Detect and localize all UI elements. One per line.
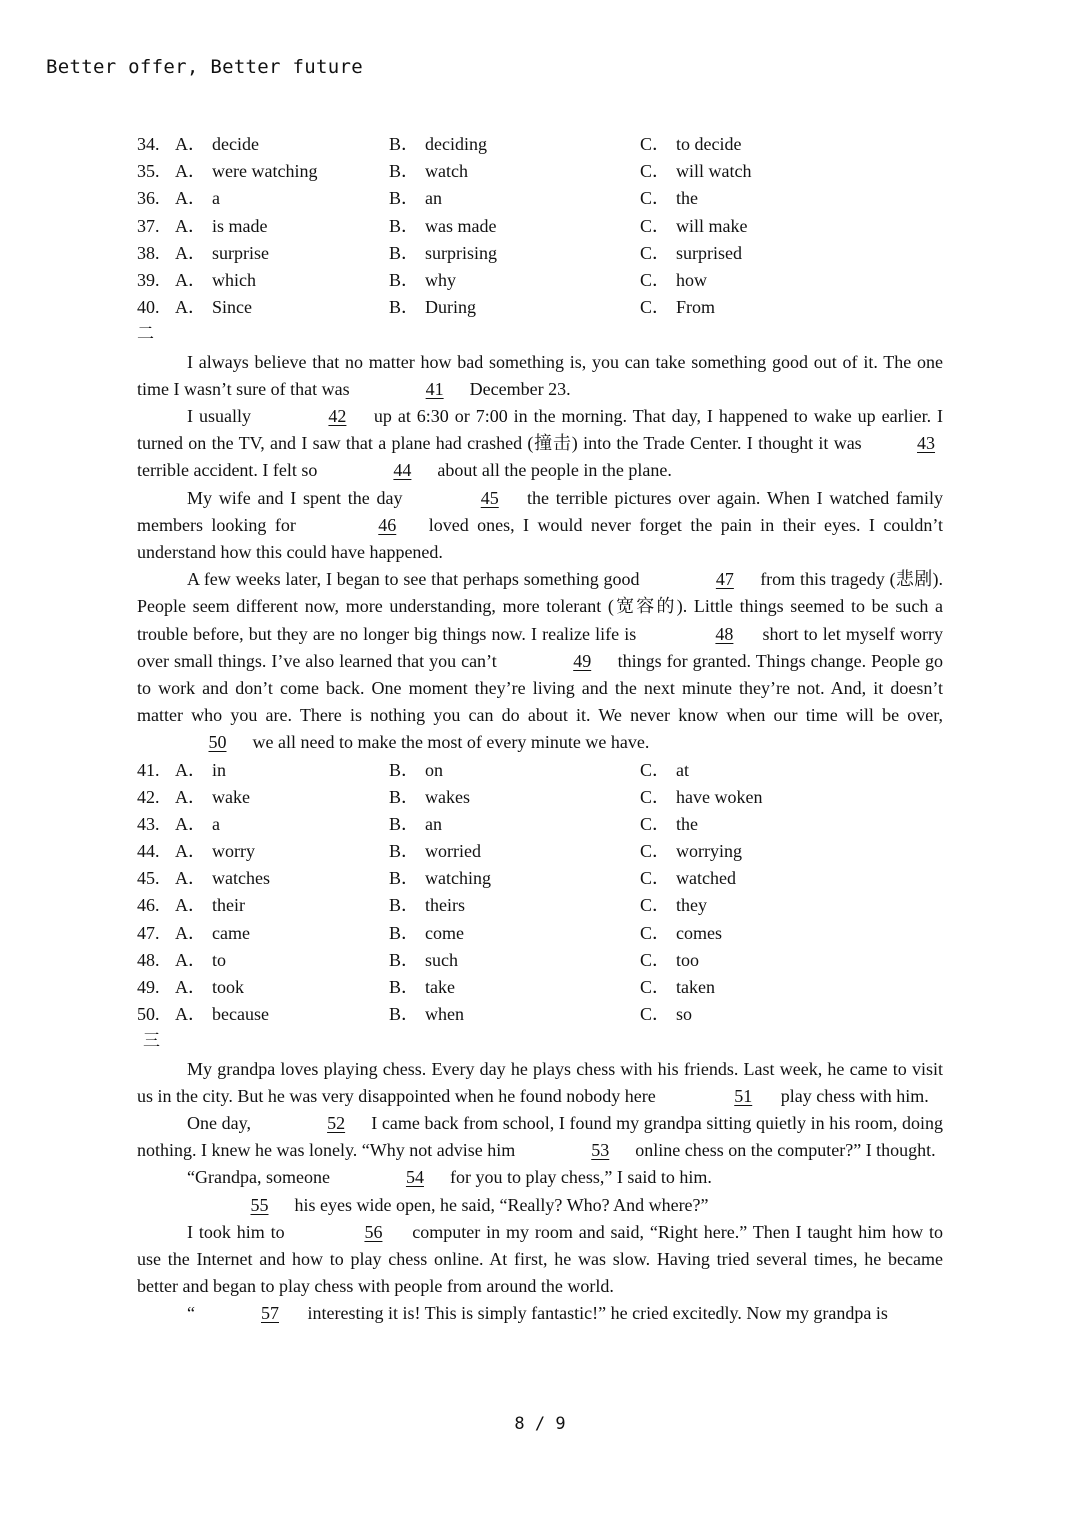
option-c (640, 838, 840, 865)
blank-42: 42 (328, 405, 347, 426)
blank-54: 54 (405, 1167, 424, 1188)
question-number: 50. (137, 1004, 160, 1025)
option-c (640, 294, 840, 321)
option-letter: A． (175, 813, 206, 834)
option-text: so (676, 1004, 693, 1025)
option-text: worrying (676, 841, 743, 862)
blank-47: 47 (715, 569, 734, 590)
option-b (389, 294, 640, 321)
option-text: which (212, 269, 256, 290)
blank-49: 49 (573, 650, 592, 671)
passage-2-paragraph-1: I always believe that no matter how bad something is, you can take something good out of it. The one time I wasn’t sure of that was 41 December 23. (137, 349, 943, 403)
passage-2-paragraph-3: My wife and I spent the day 45 the terrible pictures over again. When I watched family members looking for 46 loved ones, I would never forget the pain in their eyes. I couldn’t understand how this could have happened. (137, 485, 943, 567)
option-text: wakes (425, 786, 470, 807)
option-text: Since (212, 297, 252, 318)
passage-3-paragraph-6: “ 57 interesting it is! This is simply fantastic!” he cried excitedly. Now my grandpa is (137, 1300, 943, 1327)
option-text: surprising (425, 242, 498, 263)
option-c (640, 865, 840, 892)
option-text: how (676, 269, 708, 290)
option-c (640, 947, 840, 974)
question-number: 37. (137, 215, 160, 236)
passage-2-paragraph-4: A few weeks later, I began to see that perhaps something good 47 from this tragedy (悲剧). People seem different now, more understanding, more tolerant (宽容的). Little things seemed to be such a trouble before, but they are no longer big things now. I realize life is 48 short to let myself worry over small things. I’ve also learned that you can’t 49 things for granted. Things change. People go to work and don’t come back. One moment they’re living and the next minute they’re not. And, it doesn’t matter who you are. There is nothing you can do about it. We never know when our time will be over, 50 we all need to make the most of every minute we have. (137, 566, 943, 756)
option-letter: C． (640, 977, 671, 998)
option-row (137, 240, 943, 267)
option-a (175, 784, 389, 811)
blank-56: 56 (364, 1221, 383, 1242)
section-marker-2: 二 (137, 324, 154, 345)
option-letter: A． (175, 977, 206, 998)
option-letter: C． (640, 269, 671, 290)
page-content (137, 131, 943, 1328)
question-number: 49. (137, 977, 160, 998)
option-text: surprise (212, 242, 269, 263)
option-letter: A． (175, 868, 206, 889)
page-header: Better offer, Better future (46, 56, 363, 78)
option-a (175, 811, 389, 838)
option-letter: B． (389, 297, 420, 318)
option-row (137, 811, 943, 838)
section-marker-3: 三 (143, 1031, 160, 1052)
option-text: came (212, 922, 250, 943)
option-b (389, 185, 640, 212)
option-b (389, 947, 640, 974)
option-letter: C． (640, 868, 671, 889)
option-letter: B． (389, 841, 420, 862)
option-row (137, 920, 943, 947)
option-c (640, 920, 840, 947)
option-a (175, 158, 389, 185)
option-text: the (676, 813, 699, 834)
question-number: 41. (137, 759, 160, 780)
question-number: 45. (137, 868, 160, 889)
option-b (389, 757, 640, 784)
option-b (389, 213, 640, 240)
option-text: taken (676, 977, 715, 998)
option-text: was made (425, 215, 497, 236)
question-number: 42. (137, 786, 160, 807)
option-text: in (212, 759, 227, 780)
option-text: come (425, 922, 464, 943)
option-text: will make (676, 215, 748, 236)
option-letter: B． (389, 759, 420, 780)
option-text: took (212, 977, 245, 998)
option-text: an (425, 188, 443, 209)
option-letter: C． (640, 242, 671, 263)
option-letter: C． (640, 922, 671, 943)
option-c (640, 974, 840, 1001)
option-a (175, 974, 389, 1001)
option-row (137, 267, 943, 294)
option-letter: A． (175, 949, 206, 970)
option-b (389, 158, 640, 185)
option-letter: C． (640, 161, 671, 182)
question-number: 36. (137, 188, 160, 209)
option-letter: A． (175, 786, 206, 807)
blank-50: 50 (208, 732, 227, 753)
passage-3-paragraph-1: My grandpa loves playing chess. Every day he plays chess with his friends. Last week, he came to visit us in the city. But he was very disappointed when he found nobody here 51 play chess with him. (137, 1056, 943, 1110)
question-number: 39. (137, 269, 160, 290)
question-number: 34. (137, 134, 160, 154)
passage-3-paragraph-2: One day, 52 I came back from school, I found my grandpa sitting quietly in his room, doing nothing. I knew he was lonely. “Why not advise him 53 online chess on the computer?” I thought. (137, 1110, 943, 1164)
option-c (640, 1001, 840, 1028)
option-text: comes (676, 922, 722, 943)
blank-44: 44 (393, 460, 412, 481)
option-letter: B． (389, 786, 420, 807)
option-letter: A． (175, 161, 206, 182)
option-row (137, 892, 943, 919)
option-letter: B． (389, 1004, 420, 1025)
blank-43: 43 (917, 433, 936, 454)
option-letter: A． (175, 188, 206, 209)
option-letter: C． (640, 1004, 671, 1025)
option-text: an (425, 813, 443, 834)
option-text: surprised (676, 242, 743, 263)
option-row (137, 784, 943, 811)
option-b (389, 974, 640, 1001)
option-b (389, 1001, 640, 1028)
question-number: 46. (137, 895, 160, 916)
option-text: theirs (425, 895, 466, 916)
option-letter: A． (175, 134, 206, 154)
option-b (389, 838, 640, 865)
option-row (137, 131, 943, 158)
option-letter: B． (389, 134, 420, 154)
question-number: 35. (137, 161, 160, 182)
option-b (389, 784, 640, 811)
option-b (389, 811, 640, 838)
option-row (137, 294, 943, 321)
option-text: worried (425, 841, 481, 862)
option-b (389, 240, 640, 267)
option-text: why (425, 269, 457, 290)
option-row (137, 158, 943, 185)
option-text: they (676, 895, 708, 916)
option-c (640, 892, 840, 919)
option-letter: C． (640, 297, 671, 318)
option-a (175, 865, 389, 892)
option-text: when (425, 1004, 465, 1025)
option-a (175, 213, 389, 240)
option-letter: A． (175, 215, 206, 236)
option-letter: A． (175, 895, 206, 916)
option-text: the (676, 188, 699, 209)
option-letter: A． (175, 759, 206, 780)
option-row (137, 865, 943, 892)
option-a (175, 947, 389, 974)
question-number: 38. (137, 242, 160, 263)
option-letter: A． (175, 269, 206, 290)
option-text: deciding (425, 134, 487, 154)
option-text: have woken (676, 786, 763, 807)
option-letter: B． (389, 949, 420, 970)
option-text: a (212, 188, 220, 209)
option-row (137, 185, 943, 212)
question-number: 48. (137, 949, 160, 970)
option-letter: A． (175, 1004, 206, 1025)
option-letter: A． (175, 841, 206, 862)
option-text: From (676, 297, 716, 318)
option-text: will watch (676, 161, 752, 182)
option-text: at (676, 759, 690, 780)
option-a (175, 185, 389, 212)
option-row (137, 947, 943, 974)
option-text: During (425, 297, 477, 318)
option-text: watch (425, 161, 468, 182)
option-c (640, 757, 840, 784)
option-letter: C． (640, 786, 671, 807)
option-a (175, 267, 389, 294)
blank-46: 46 (378, 514, 397, 535)
option-letter: C． (640, 759, 671, 780)
passage-2-paragraph-2: I usually 42 up at 6:30 or 7:00 in the morning. That day, I happened to wake up earlier. I turned on the TV, and I saw that a plane had crashed (撞击) into the Trade Center. I thought it was 43 terrible accident. I felt so 44 about all the people in the plane. (137, 403, 943, 485)
option-letter: C． (640, 841, 671, 862)
option-b (389, 892, 640, 919)
question-number: 40. (137, 297, 160, 318)
option-letter: B． (389, 922, 420, 943)
option-letter: A． (175, 242, 206, 263)
blank-52: 52 (327, 1113, 346, 1134)
option-row (137, 838, 943, 865)
option-b (389, 920, 640, 947)
question-number: 43. (137, 813, 160, 834)
blank-45: 45 (480, 487, 499, 508)
option-row (137, 213, 943, 240)
option-text: watches (212, 868, 270, 889)
option-a (175, 131, 389, 158)
question-number: 47. (137, 922, 160, 943)
option-b (389, 865, 640, 892)
option-letter: B． (389, 269, 420, 290)
option-text: watched (676, 868, 736, 889)
option-text: were watching (212, 161, 318, 182)
option-letter: B． (389, 161, 420, 182)
option-c (640, 811, 840, 838)
options-list-34-40 (137, 131, 943, 321)
option-letter: C． (640, 134, 671, 154)
option-text: a (212, 813, 220, 834)
option-text: too (676, 949, 700, 970)
option-text: worry (212, 841, 255, 862)
option-c (640, 784, 840, 811)
option-text: take (425, 977, 455, 998)
option-text: wake (212, 786, 250, 807)
option-text: decide (212, 134, 259, 154)
option-row (137, 1001, 943, 1028)
option-a (175, 838, 389, 865)
option-a (175, 757, 389, 784)
blank-55: 55 (250, 1194, 269, 1215)
passage-3-paragraph-4: 55 his eyes wide open, he said, “Really? Who? And where?” (137, 1192, 943, 1219)
options-list-41-50 (137, 757, 943, 1029)
blank-57: 57 (261, 1303, 279, 1324)
option-text: watching (425, 868, 491, 889)
blank-51: 51 (734, 1085, 753, 1106)
option-c (640, 213, 840, 240)
option-letter: A． (175, 922, 206, 943)
passage-3-paragraph-5: I took him to 56 computer in my room and said, “Right here.” Then I taught him how to use the Internet and how to play chess online. At first, he was slow. Having tried several times, he became better and began to play chess with people from around the world. (137, 1219, 943, 1301)
option-text: their (212, 895, 245, 916)
option-c (640, 267, 840, 294)
option-b (389, 267, 640, 294)
option-b (389, 131, 640, 158)
option-a (175, 294, 389, 321)
option-letter: B． (389, 215, 420, 236)
option-text: to decide (676, 134, 742, 154)
option-a (175, 240, 389, 267)
option-letter: A． (175, 297, 206, 318)
option-letter: C． (640, 949, 671, 970)
option-row (137, 974, 943, 1001)
blank-53: 53 (591, 1140, 610, 1161)
option-a (175, 892, 389, 919)
option-letter: C． (640, 813, 671, 834)
option-text: is made (212, 215, 268, 236)
option-text: because (212, 1004, 269, 1025)
option-c (640, 158, 840, 185)
option-row (137, 757, 943, 784)
option-letter: B． (389, 188, 420, 209)
option-c (640, 185, 840, 212)
option-c (640, 240, 840, 267)
blank-48: 48 (715, 623, 734, 644)
option-letter: B． (389, 868, 420, 889)
option-letter: B． (389, 813, 420, 834)
option-letter: C． (640, 215, 671, 236)
blank-41: 41 (425, 378, 444, 399)
question-number: 44. (137, 841, 160, 862)
passage-3-paragraph-3: “Grandpa, someone 54 for you to play chess,” I said to him. (137, 1164, 943, 1191)
option-letter: C． (640, 895, 671, 916)
option-text: such (425, 949, 459, 970)
option-text: on (425, 759, 444, 780)
option-letter: B． (389, 977, 420, 998)
option-letter: B． (389, 895, 420, 916)
option-letter: C． (640, 188, 671, 209)
option-a (175, 920, 389, 947)
option-text: to (212, 949, 227, 970)
option-c (640, 131, 840, 158)
page-number: 8 / 9 (514, 1414, 566, 1434)
option-a (175, 1001, 389, 1028)
option-letter: B． (389, 242, 420, 263)
